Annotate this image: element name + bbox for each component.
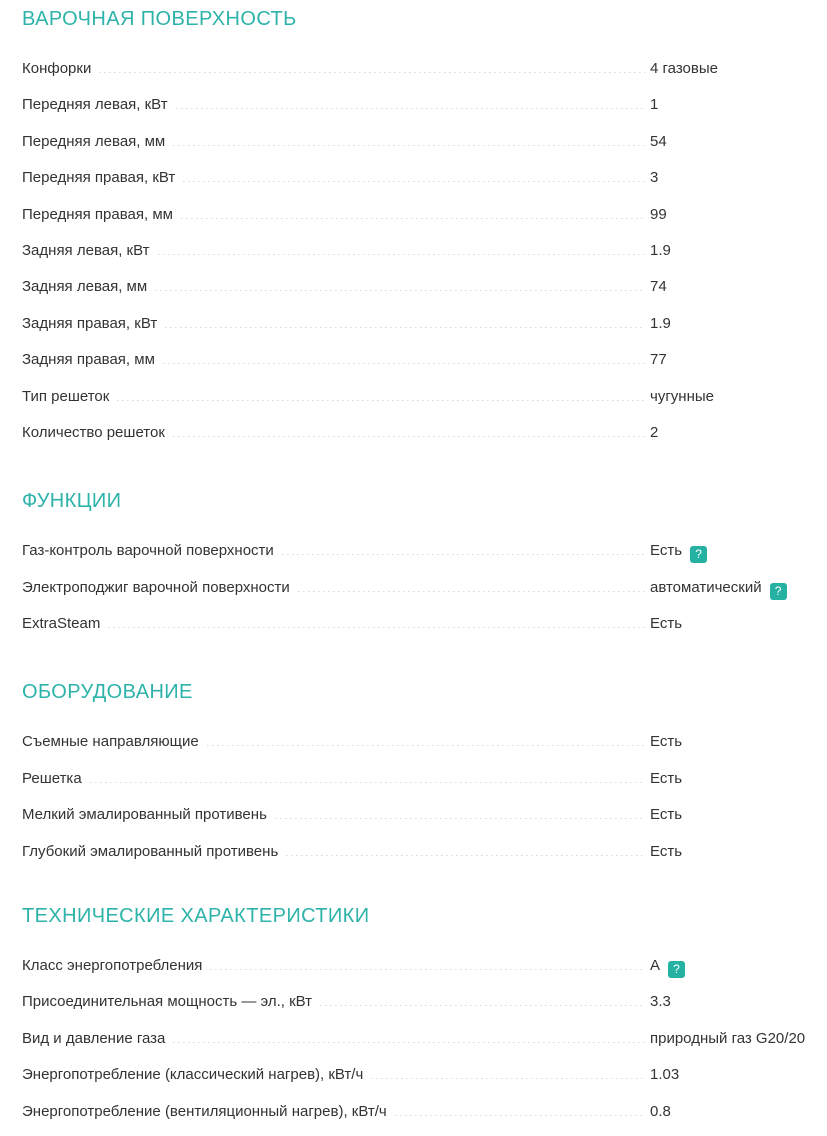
section-rows [22,50,820,450]
spec-row [22,268,820,304]
spec-value-text: Есть [650,806,683,824]
dotted-leader [371,1078,645,1079]
spec-section [22,490,820,641]
spec-row [22,414,820,450]
help-icon[interactable]: ? [690,546,707,563]
dotted-leader [108,627,645,628]
dotted-leader [173,145,645,146]
spec-label: Задняя левая, кВт [22,241,150,259]
spec-value [650,277,820,296]
spec-row [22,532,820,568]
spec-row [22,86,820,122]
dotted-leader [176,108,645,109]
spec-value [650,842,820,861]
spec-value-text: 77 [650,351,667,369]
spec-value [650,423,820,442]
spec-value-text: 1.9 [650,314,671,332]
dotted-leader [207,745,645,746]
spec-value-text: Есть [650,615,683,633]
spec-label: Энергопотребление (классический нагрев), кВт/ч [22,1066,364,1084]
spec-row [22,305,820,341]
spec-value-text: 4 газовые [650,60,718,77]
section-title: ФУНКЦИИ [22,490,122,513]
spec-label: Задняя правая, мм [22,351,155,369]
spec-value-text: 3 [650,169,659,187]
spec-label: Количество решеток [22,423,165,441]
spec-label: Решетка [22,769,82,787]
spec-value-text: 3.3 [650,993,671,1011]
spec-value [650,1102,820,1121]
spec-value [650,769,820,788]
spec-value-text: природный газ G20/20 [650,1029,806,1047]
spec-section [22,8,820,450]
spec-value [650,1065,820,1084]
dotted-leader [183,181,645,182]
section-rows [22,723,820,869]
spec-value [650,1029,820,1048]
spec-value [650,132,820,151]
spec-row [22,569,820,605]
spec-value-text: 1 [650,96,659,114]
spec-label: Глубокий эмалированный противень [22,842,279,860]
spec-value [650,732,820,751]
spec-value [650,95,820,114]
spec-value [650,205,820,224]
spec-row [22,123,820,159]
spec-row [22,947,820,983]
spec-value [650,805,820,824]
spec-value-text: автоматический [650,578,762,596]
spec-value-text: Есть [650,733,683,751]
spec-label: Передняя правая, кВт [22,169,176,187]
spec-value [650,541,820,560]
spec-row [22,50,820,86]
dotted-leader [395,1115,645,1116]
spec-value-text: A [650,957,661,975]
spec-value-text: 1.03 [650,1066,680,1084]
spec-label: Вид и давление газа [22,1029,166,1047]
dotted-leader [275,818,645,819]
spec-row [22,232,820,268]
spec-value [650,241,820,260]
spec-value-text: 0.8 [650,1102,671,1120]
spec-row [22,159,820,195]
dotted-leader [90,782,645,783]
spec-row [22,605,820,641]
spec-value-text: 99 [650,205,667,223]
spec-row [22,760,820,796]
dotted-leader [298,591,645,592]
spec-label: Передняя правая, мм [22,205,173,223]
spec-row [22,1020,820,1056]
section-rows [22,532,820,641]
spec-row [22,1093,820,1129]
spec-value [650,387,820,406]
dotted-leader [282,554,645,555]
spec-row [22,378,820,414]
spec-label: Задняя правая, кВт [22,314,158,332]
spec-label: Газ-контроль варочной поверхности [22,542,274,560]
spec-value-text: Есть [650,769,683,787]
spec-value [650,314,820,333]
dotted-leader [165,327,645,328]
spec-value-text: 74 [650,278,667,296]
spec-row [22,1056,820,1092]
spec-section [22,905,820,1129]
dotted-leader [173,436,645,437]
spec-row [22,196,820,232]
spec-value-text: 1.9 [650,241,671,259]
spec-label: Тип решеток [22,387,110,405]
spec-value [650,614,820,633]
spec-label: Передняя левая, кВт [22,96,168,114]
help-icon[interactable]: ? [770,583,787,600]
dotted-leader [286,855,645,856]
spec-label: Класс энергопотребления [22,957,203,975]
spec-value [650,168,820,187]
spec-label: Передняя левая, мм [22,132,166,150]
spec-value [650,956,820,975]
section-title: ВАРОЧНАЯ ПОВЕРХНОСТЬ [22,8,297,30]
spec-label: Присоединительная мощность — эл., кВт [22,993,313,1011]
spec-row [22,833,820,869]
spec-value-text: чугунные [650,387,714,405]
dotted-leader [173,1042,645,1043]
dotted-leader [210,969,645,970]
spec-row [22,341,820,377]
help-icon[interactable]: ? [668,961,685,978]
spec-label: Электроподжиг варочной поверхности [22,578,290,596]
spec-label: Мелкий эмалированный противень [22,806,267,824]
spec-row [22,723,820,759]
spec-label: ExtraSteam [22,615,101,633]
dotted-leader [99,72,645,73]
spec-row [22,796,820,832]
section-title: ТЕХНИЧЕСКИЕ ХАРАКТЕРИСТИКИ [22,905,370,928]
section-title: ОБОРУДОВАНИЕ [22,681,193,704]
spec-value-text: Есть [650,542,683,560]
dotted-leader [117,400,645,401]
spec-label: Конфорки [22,60,92,77]
spec-value [650,578,820,597]
dotted-leader [320,1005,645,1006]
spec-value [650,350,820,369]
spec-value [650,992,820,1011]
spec-label: Энергопотребление (вентиляционный нагрев), кВт/ч [22,1102,387,1120]
section-rows [22,947,820,1129]
spec-value-text: Есть [650,842,683,860]
spec-value [650,59,820,78]
dotted-leader [163,363,645,364]
spec-value-text: 54 [650,132,667,150]
spec-label: Съемные направляющие [22,733,199,751]
dotted-leader [181,218,645,219]
spec-row [22,983,820,1019]
spec-value-text: 2 [650,423,659,441]
spec-section [22,681,820,869]
spec-label: Задняя левая, мм [22,278,148,296]
dotted-leader [158,254,646,255]
dotted-leader [155,290,645,291]
